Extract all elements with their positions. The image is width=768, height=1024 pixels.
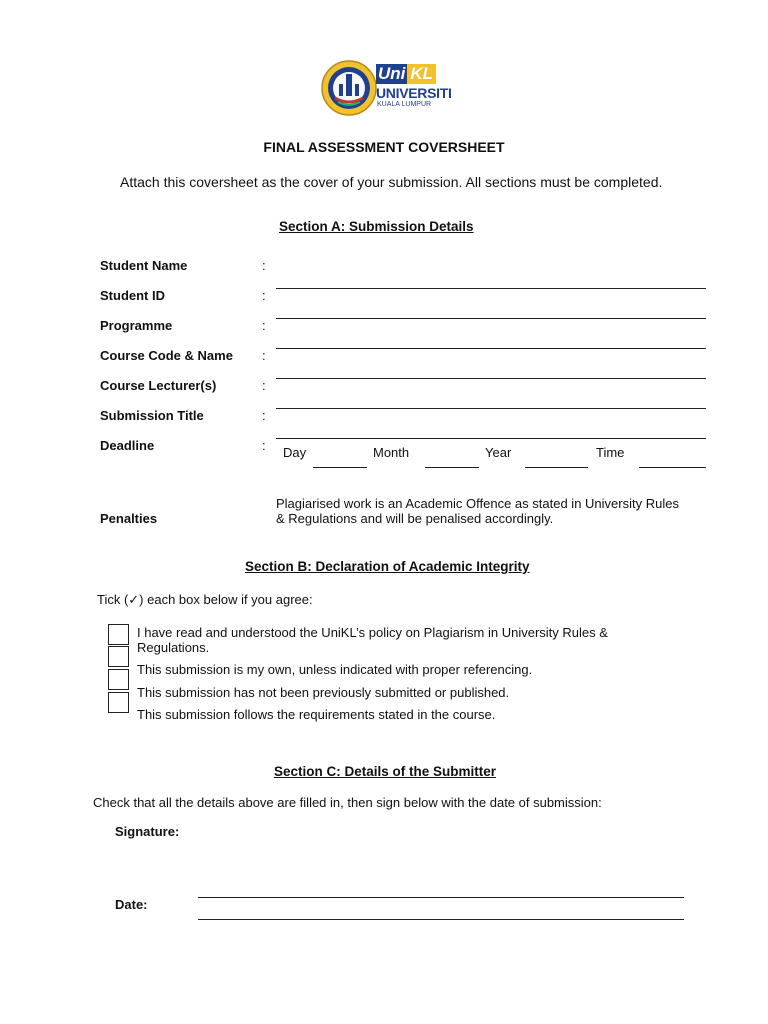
deadline-day-label: Day <box>283 445 307 460</box>
penalties-label: Penalties <box>100 511 158 526</box>
deadline-month-line[interactable] <box>425 467 479 468</box>
colon: : <box>262 258 266 273</box>
submission-title-line[interactable] <box>276 438 706 439</box>
colon: : <box>262 438 266 453</box>
university-crest-icon <box>320 58 378 118</box>
section-a-heading: Section A: Submission Details <box>279 219 474 234</box>
deadline-day-line[interactable] <box>313 467 367 468</box>
declaration-1-line2: Regulations. <box>137 640 210 655</box>
course-code-name-line[interactable] <box>276 378 706 379</box>
logo-brand: Uni KL <box>376 64 446 84</box>
signature-line[interactable] <box>198 897 684 898</box>
logo-line2: KUALA LUMPUR <box>377 101 432 108</box>
deadline-label: Deadline <box>100 438 155 453</box>
agree-checkbox-1[interactable] <box>108 624 129 645</box>
sign-instruction: Check that all the details above are filled in, then sign below with the date of submission: <box>93 795 602 810</box>
declaration-3: This submission has not been previously submitted or published. <box>137 685 510 700</box>
student-id-line[interactable] <box>276 318 706 319</box>
section-c-heading: Section C: Details of the Submitter <box>274 764 497 779</box>
deadline-month-label: Month <box>373 445 410 460</box>
university-logo <box>320 58 450 118</box>
deadline-time-line[interactable] <box>639 467 706 468</box>
agree-checkbox-4[interactable] <box>108 692 129 713</box>
programme-line[interactable] <box>276 348 706 349</box>
tick-instruction: Tick (✓) each box below if you agree: <box>97 592 313 607</box>
colon: : <box>262 348 266 363</box>
programme-label: Programme <box>100 318 173 333</box>
deadline-year-label: Year <box>485 445 512 460</box>
declaration-4: This submission follows the requirements stated in the course. <box>137 707 496 722</box>
agree-checkbox-2[interactable] <box>108 646 129 667</box>
deadline-year-line[interactable] <box>525 467 588 468</box>
page-title: FINAL ASSESSMENT COVERSHEET <box>263 139 505 155</box>
declaration-1-line1: I have read and understood the UniKL’s policy on Plagiarism in University Rules & <box>137 625 608 640</box>
colon: : <box>262 408 266 423</box>
student-name-label: Student Name <box>100 258 188 273</box>
logo-line1: UNIVERSITI <box>376 85 452 101</box>
agree-checkbox-3[interactable] <box>108 669 129 690</box>
colon: : <box>262 288 266 303</box>
penalties-text-1: Plagiarised work is an Academic Offence as stated in University Rules <box>276 496 679 511</box>
course-code-name-label: Course Code & Name <box>100 348 233 363</box>
date-line[interactable] <box>198 919 684 920</box>
course-lecturer-label: Course Lecturer(s) <box>100 378 217 393</box>
deadline-time-label: Time <box>596 445 625 460</box>
declaration-2: This submission is my own, unless indicated with proper referencing. <box>137 662 533 677</box>
student-id-label: Student ID <box>100 288 165 303</box>
colon: : <box>262 378 266 393</box>
section-b-heading: Section B: Declaration of Academic Integrity <box>245 559 530 574</box>
student-name-line[interactable] <box>276 288 706 289</box>
intro-text: Attach this coversheet as the cover of your submission. All sections must be completed. <box>120 174 663 190</box>
signature-label: Signature: <box>115 824 180 839</box>
colon: : <box>262 318 266 333</box>
penalties-text-2: & Regulations and will be penalised accordingly. <box>276 511 554 526</box>
date-label: Date: <box>115 897 148 912</box>
course-lecturer-line[interactable] <box>276 408 706 409</box>
submission-title-label: Submission Title <box>100 408 204 423</box>
